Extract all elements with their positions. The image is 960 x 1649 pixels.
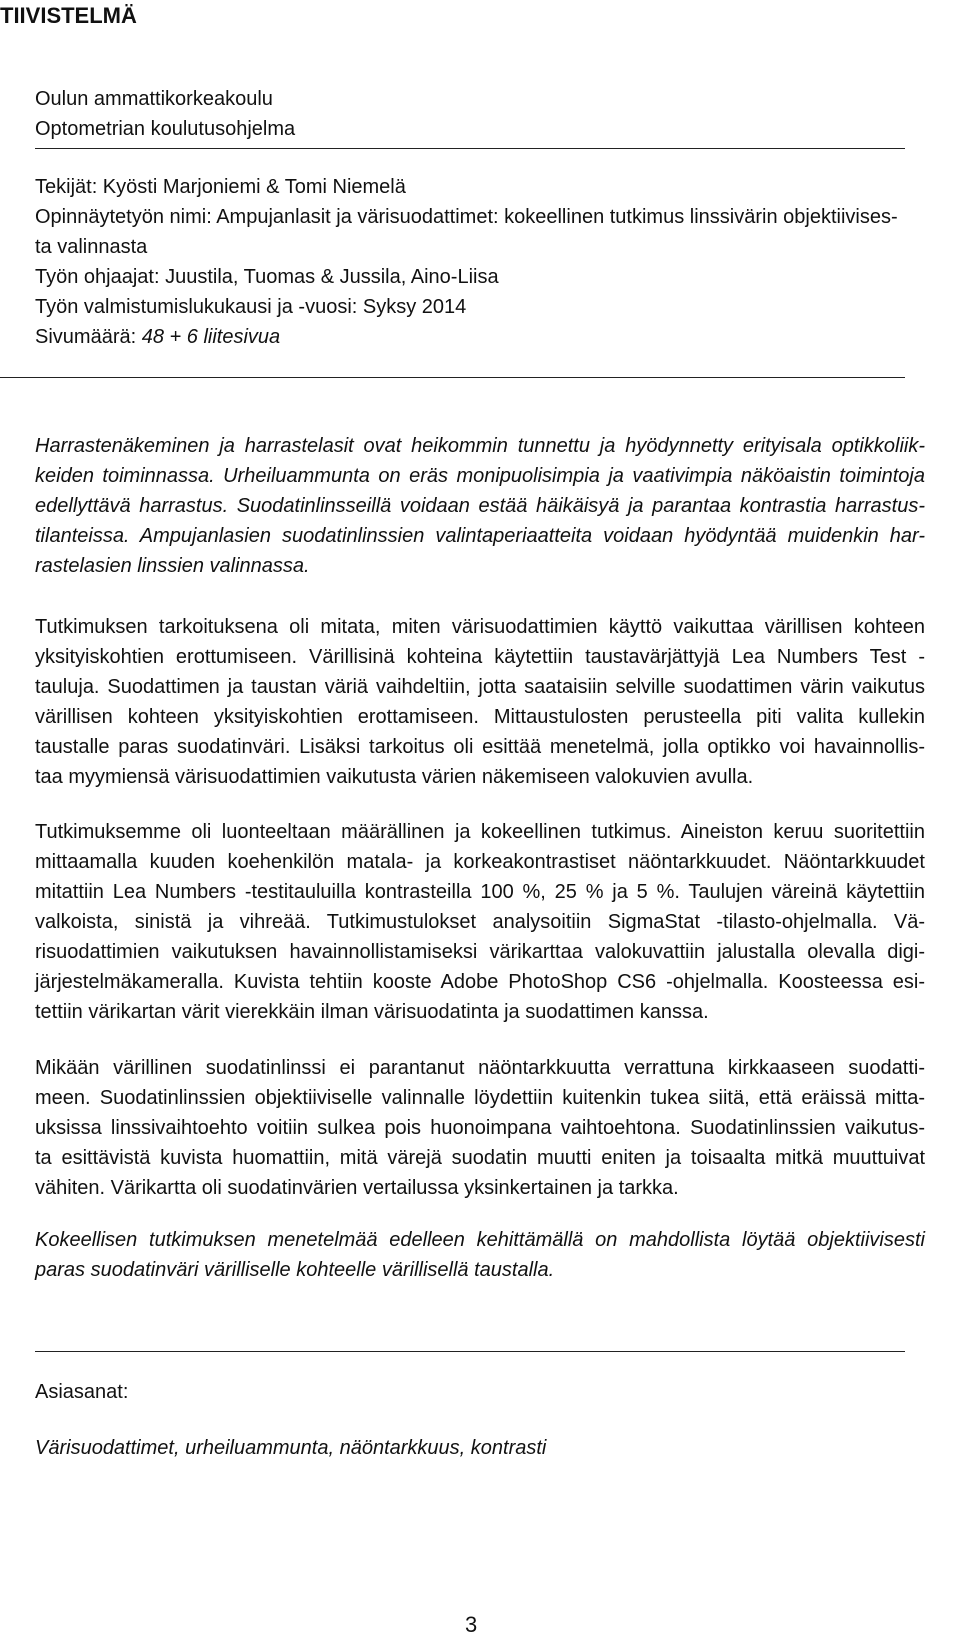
abstract-p2-line: tauluja. Suodattimen ja taustan väriä vaihdeltiin, jotta saataisiin selville suodattimen värin vaikutus [35, 676, 925, 698]
keywords-value [35, 1433, 925, 1463]
degree-programme: Optometrian koulutusohjelma [35, 118, 296, 140]
divider-bottom [35, 1351, 905, 1352]
keywords-label [35, 1377, 925, 1407]
completion-term: Työn valmistumislukukausi ja -vuosi: Syksy 2014 [35, 296, 467, 318]
institution-block [35, 84, 925, 144]
page-number: 3 [465, 1612, 478, 1637]
abstract-p3-line: mittaamalla kuuden koehenkilön matala- ja korkeakontrastiset näöntarkkuudet. Näöntarkkuudet [35, 851, 925, 873]
abstract-paragraph-5 [35, 1225, 925, 1285]
keywords-value-text: Värisuodattimet, urheiluammunta, näöntarkkuus, kontrasti [35, 1437, 547, 1459]
page-title: TIIVISTELMÄ [0, 3, 137, 28]
abstract-p2-line: taa myymiensä värisuodattimien vaikutusta värien näkemiseen valokuvien avulla. [35, 766, 754, 788]
thesis-title-line-1: Opinnäytetyön nimi: Ampujanlasit ja värisuodattimet: kokeellinen tutkimus linssivärin objektiivises- [35, 206, 898, 228]
abstract-paragraph-4 [35, 1053, 925, 1203]
abstract-p3-line: Tutkimuksemme oli luonteeltaan määrällinen ja kokeellinen tutkimus. Aineiston keruu suoritettiin [35, 821, 925, 843]
abstract-p4-line: ta esittävistä kuvista huomattiin, mitä värejä suodatin muutti eniten ja toisaalta mitkä muuttuivat [35, 1147, 925, 1169]
abstract-p3-line: mitattiin Lea Numbers -testitauluilla kontrasteilla 100 %, 25 % ja 5 %. Taulujen väreinä käytettiin [35, 881, 925, 903]
supervisors: Työn ohjaajat: Juustila, Tuomas & Jussila, Aino-Liisa [35, 266, 499, 288]
abstract-p2-line: Tutkimuksen tarkoituksena oli mitata, miten värisuodattimien käyttö vaikuttaa värillisen kohteen [35, 616, 925, 638]
abstract-p1-line: rastelasien linssien valinnassa. [35, 555, 310, 577]
abstract-p3-line: risuodattimien vaikutuksen havainnollistamiseksi värikarttaa valokuvattiin jalustalla olevalla digi- [35, 941, 925, 963]
abstract-p4-line: meen. Suodatinlinssien objektiiviselle valinnalle löydettiin kuitenkin tukea siitä, että eräissä mitta- [35, 1087, 925, 1109]
abstract-paragraph-1 [35, 431, 925, 581]
abstract-p5-line: Kokeellisen tutkimuksen menetelmää edelleen kehittämällä on mahdollista löytää objektiivisesti [35, 1229, 925, 1251]
authors: Tekijät: Kyösti Marjoniemi & Tomi Niemelä [35, 176, 406, 198]
abstract-p2-line: taustalle paras suodatinväri. Lisäksi tarkoitus oli esittää menetelmä, jolla optikko voi havainnollis- [35, 736, 925, 758]
abstract-p1-line: keiden toiminnassa. Urheiluammunta on eräs monipuolisimpia ja vaativimpia näköaistin toimintoja [35, 465, 925, 487]
abstract-p1-line: tilanteissa. Ampujanlasien suodatinlinssien valintaperiaatteita voidaan hyödyntää muidenkin har- [35, 525, 925, 547]
divider-middle [0, 377, 905, 378]
thesis-meta-block [35, 172, 925, 352]
abstract-p3-line: järjestelmäkameralla. Kuvista tehtiin kooste Adobe PhotoShop CS6 -ohjelmalla. Koosteessa esi- [35, 971, 925, 993]
abstract-p2-line: yksityiskohtien erottumiseen. Värillisinä kohteina käytettiin taustavärjättyjä Lea Numbers Test - [35, 646, 925, 668]
abstract-p4-line: vähiten. Värikartta oli suodatinvärien vertailussa yksinkertainen ja tarkka. [35, 1177, 679, 1199]
keywords-label-text: Asiasanat: [35, 1381, 129, 1403]
page-count [35, 322, 925, 352]
abstract-p5-line: paras suodatinväri värilliselle kohteelle värillisellä taustalla. [35, 1259, 555, 1281]
page-count-value: 48 + 6 liitesivua [141, 326, 281, 348]
school-name: Oulun ammattikorkeakoulu [35, 88, 273, 110]
abstract-p1-line: Harrastenäkeminen ja harrastelasit ovat heikommin tunnettu ja hyödynnetty erityisala optikkoliik- [35, 435, 925, 457]
abstract-paragraph-2 [35, 612, 925, 792]
abstract-p1-line: edellyttävä harrastus. Suodatinlinsseillä voidaan estää häikäisyä ja parantaa kontrastia harrastus- [35, 495, 925, 517]
abstract-paragraph-3 [35, 817, 925, 1027]
thesis-title-line-2: ta valinnasta [35, 236, 148, 258]
abstract-p3-line: tettiin värikartan värit vierekkäin ilman värisuodatinta ja suodattimen kanssa. [35, 1001, 709, 1023]
abstract-p3-line: valkoista, sinistä ja vihreää. Tutkimustulokset analysoitiin SigmaStat -tilasto-ohjelmalla. Vä- [35, 911, 925, 933]
abstract-p4-line: uksissa linssivaihtoehto voitiin sulkea pois huonoimpana vaihtoehtona. Suodatinlinssien vaikutus- [35, 1117, 925, 1139]
divider-top [35, 148, 905, 149]
page-count-label: Sivumäärä: [35, 326, 142, 348]
abstract-p4-line: Mikään värillinen suodatinlinssi ei parantanut näöntarkkuutta verrattuna kirkkaaseen suodatti- [35, 1057, 925, 1079]
abstract-p2-line: värillisen kohteen yksityiskohtien erottamiseen. Mittaustulosten perusteella piti valita kullekin [35, 706, 925, 728]
